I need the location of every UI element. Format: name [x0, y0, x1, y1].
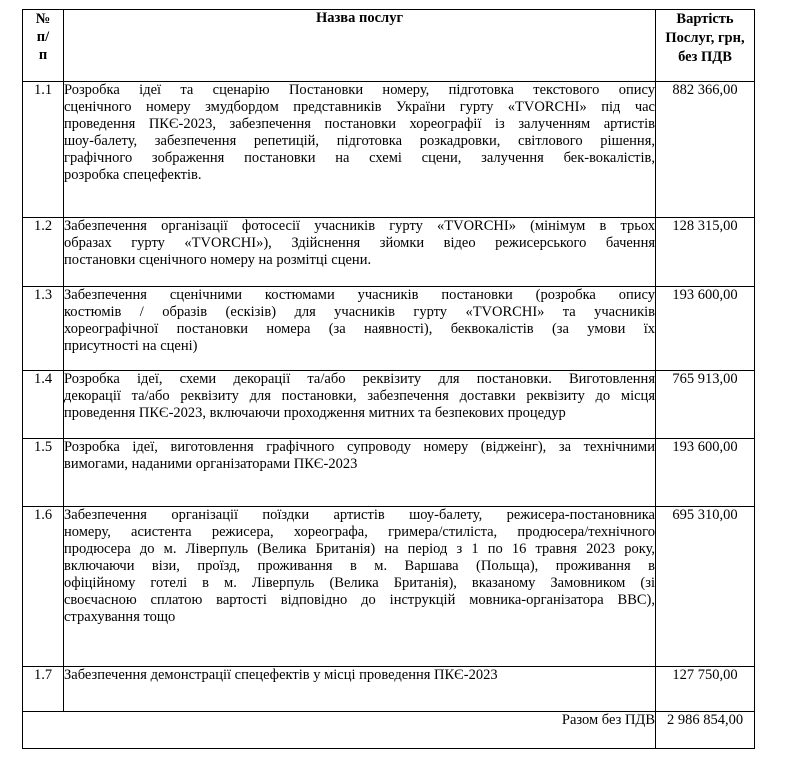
description-line: декорації та/або реквізиту для постановки, забезпечення доставки реквізиту до місця: [64, 388, 655, 404]
service-cost: 193 600,00: [656, 439, 755, 507]
header-cost: [656, 10, 755, 82]
description-line: розробка спецефектів.: [64, 167, 202, 183]
row-number: 1.5: [23, 439, 64, 507]
header-number-line: п/: [36, 29, 50, 45]
service-description: [64, 82, 656, 218]
table-row: [23, 667, 755, 712]
description-line: присутності на сцені): [64, 338, 198, 354]
table-row: [23, 218, 755, 287]
header-cost-line: без ПДВ: [678, 49, 732, 65]
description-line: офіційному готелі в м. Ліверпуль (Велика Британія), вказаному Замовником (зі: [64, 575, 655, 591]
table-row: [23, 439, 755, 507]
total-row: [23, 712, 755, 749]
header-service-name: Назва послуг: [64, 10, 656, 82]
row-number: 1.4: [23, 371, 64, 439]
header-number: [23, 10, 64, 82]
description-line: Забезпечення сценічними костюмами учасників постановки (розробка опису: [64, 287, 655, 303]
description-line: хореографічної постановки номера (за наявності), беквокалістів (за умови їх: [64, 321, 655, 337]
description-line: проведення ПКЄ-2023, включаючи проходження митних та безпекових процедур: [64, 405, 566, 421]
header-cost-line: Вартість: [676, 11, 734, 27]
description-line: Розробка ідеї, схеми декорації та/або реквізиту для постановки. Виготовлення: [64, 371, 655, 387]
table-row: [23, 507, 755, 667]
description-line: постановки сценічного номеру на розмітці сцени.: [64, 252, 372, 268]
table-row: [23, 82, 755, 218]
description-line: Забезпечення демонстрації спецефектів у місці проведення ПКЄ-2023: [64, 667, 498, 683]
description-line: проведення ПКЄ-2023, забезпечення постановки хореографії із залученням артистів: [64, 116, 655, 132]
service-cost: 765 913,00: [656, 371, 755, 439]
description-line: Забезпечення організації фотосесії учасників гурту «TVORCHI» (мінімум в трьох: [64, 218, 655, 234]
description-line: образах гурту «TVORCHI»), Здійснення зйомки відео режисерського бачення: [64, 235, 655, 251]
service-description: [64, 218, 656, 287]
description-line: включаючи візи, проїзд, проживання в м. Варшава (Польща), проживання в: [64, 558, 655, 574]
service-description: [64, 667, 656, 712]
service-cost: 127 750,00: [656, 667, 755, 712]
table-row: [23, 287, 755, 371]
description-line: продюсера до м. Ліверпуль (Велика Британія) на період з 1 по 16 травня 2023 року,: [64, 541, 655, 557]
service-description: [64, 287, 656, 371]
table-header-row: [23, 10, 755, 82]
header-cost-line: Послуг, грн,: [665, 30, 745, 46]
description-line: шоу-балету, забезпечення репетицій, підготовка розкадровки, світлового рішення,: [64, 133, 655, 149]
table-row: [23, 371, 755, 439]
description-line: костюмів / образів (ескізів) для учасників гурту «TVORCHI» та учасників: [64, 304, 655, 320]
service-cost: 882 366,00: [656, 82, 755, 218]
row-number: 1.7: [23, 667, 64, 712]
services-cost-table: [22, 9, 755, 749]
description-line: вимогами, наданими організаторами ПКЄ-2023: [64, 456, 358, 472]
service-cost: 128 315,00: [656, 218, 755, 287]
service-description: [64, 507, 656, 667]
row-number: 1.6: [23, 507, 64, 667]
description-line: своєчасною сплатою вартості відповідно до інструкцій мовника-організатора BBC),: [64, 592, 655, 608]
row-number: 1.2: [23, 218, 64, 287]
description-line: графічного зображення постановки на схемі сцени, залучення бек-вокалістів,: [64, 150, 655, 166]
service-description: [64, 439, 656, 507]
description-line: Розробка ідеї, виготовлення графічного супроводу номеру (віджеінг), за технічними: [64, 439, 655, 455]
description-line: номеру, асистента режисера, хореографа, гримера/стиліста, продюсера/технічного: [64, 524, 655, 540]
header-number-line: п: [38, 47, 48, 63]
description-line: Розробка ідеї та сценарію Постановки номеру, підготовка текстового опису: [64, 82, 655, 98]
service-description: [64, 371, 656, 439]
description-line: сценічного номеру змудбордом представників України гурту «TVORCHI» під час: [64, 99, 655, 115]
service-cost: 193 600,00: [656, 287, 755, 371]
row-number: 1.3: [23, 287, 64, 371]
description-line: страхування тощо: [64, 609, 176, 625]
row-number: 1.1: [23, 82, 64, 218]
description-line: Забезпечення організації поїздки артистів шоу-балету, режисера-постановника: [64, 507, 655, 523]
header-number-line: №: [35, 11, 51, 27]
service-cost: 695 310,00: [656, 507, 755, 667]
total-label: Разом без ПДВ: [23, 712, 656, 749]
total-value: 2 986 854,00: [656, 712, 755, 749]
